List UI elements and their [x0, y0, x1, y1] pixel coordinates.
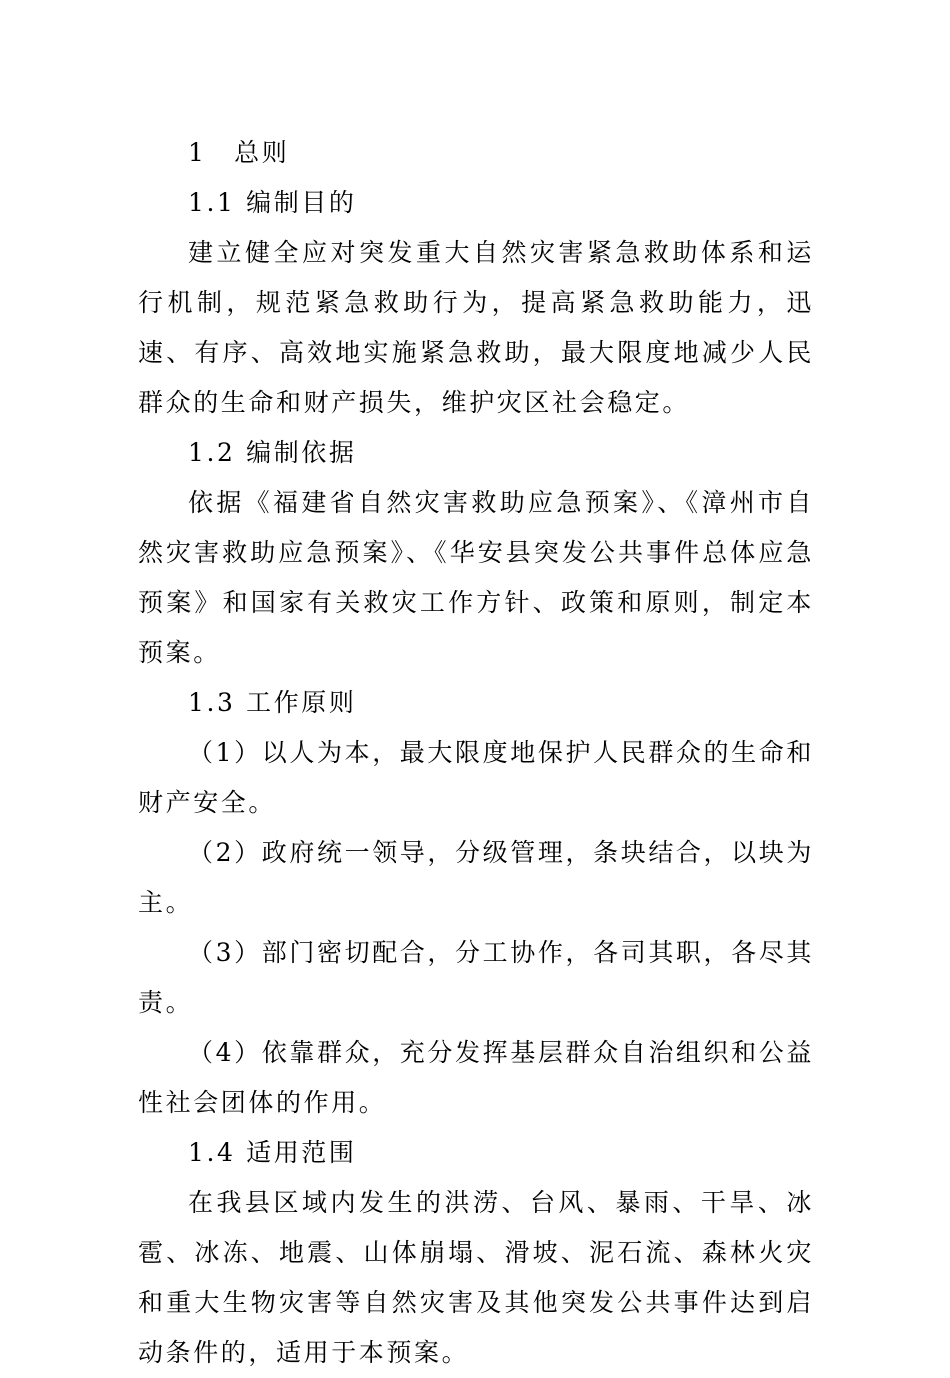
section-heading-principles: 1.3 工作原则	[188, 688, 357, 717]
principle-item-3: （3）部门密切配合，分工协作，各司其职，各尽其责。	[138, 938, 814, 1017]
principle-item-1: （1）以人为本，最大限度地保护人民群众的生命和财产安全。	[138, 738, 814, 817]
section-heading-purpose: 1.1 编制目的	[188, 188, 357, 217]
paragraph-basis: 依据《福建省自然灾害救助应急预案》、《漳州市自然灾害救助应急预案》、《华安县突发公共事件总体应急预案》和国家有关救灾工作方针、政策和原则，制定本预案。	[138, 488, 814, 667]
principle-item-4: （4）依靠群众，充分发挥基层群众自治组织和公益性社会团体的作用。	[138, 1038, 814, 1117]
section-heading-general: 1 总则	[188, 138, 290, 167]
paragraph-purpose: 建立健全应对突发重大自然灾害紧急救助体系和运行机制，规范紧急救助行为，提高紧急救助能力，迅速、有序、高效地实施紧急救助，最大限度地减少人民群众的生命和财产损失，维护灾区社会稳定。	[138, 238, 814, 417]
section-heading-scope: 1.4 适用范围	[188, 1138, 357, 1167]
section-heading-basis: 1.2 编制依据	[188, 438, 357, 467]
principle-item-2: （2）政府统一领导，分级管理，条块结合，以块为主。	[138, 838, 814, 917]
paragraph-scope: 在我县区域内发生的洪涝、台风、暴雨、干旱、冰雹、冰冻、地震、山体崩塌、滑坡、泥石流、森林火灾和重大生物灾害等自然灾害及其他突发公共事件达到启动条件的，适用于本预案。	[138, 1188, 814, 1367]
document-body	[138, 128, 814, 1378]
